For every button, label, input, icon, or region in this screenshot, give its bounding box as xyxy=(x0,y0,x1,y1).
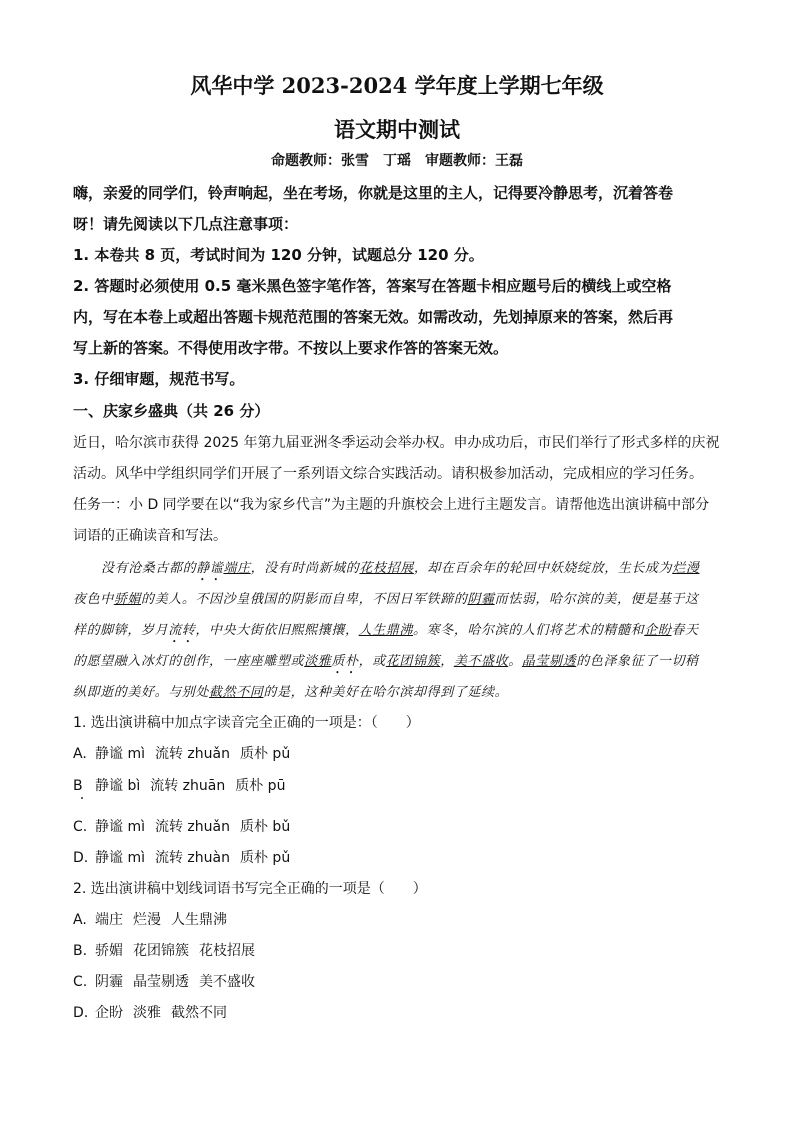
notice-rule-3: 3. 仔细审题，规范书写。 xyxy=(73,370,245,388)
speech-text: 。寒冬，哈尔滨的人们将艺术的精髓和 xyxy=(413,623,645,638)
stray-dot-mark xyxy=(81,797,83,799)
underlined-word-qipan: 企盼 xyxy=(644,623,672,638)
section-heading: 一、庆家乡盛典（共 26 分） xyxy=(73,402,270,420)
speech-text: ，没有时尚新城的 xyxy=(250,561,360,576)
q1-option-c[interactable] xyxy=(73,816,290,836)
underlined-word-meibu: 美不盛收 xyxy=(453,654,509,669)
task1-line-2: 词语的正确读音和写法。 xyxy=(73,528,227,544)
section-intro-2: 活动。风华中学组织同学们开展了一系列语文综合实践活动。请积极参加活动，完成相应的学习任务。 xyxy=(73,466,703,482)
option-item: 晶莹剔透 xyxy=(133,974,189,990)
notice-rule-2c: 写上新的答案。不得使用改字带。不按以上要求作答的答案无效。 xyxy=(73,339,509,357)
option-item: 流转 zhuǎn xyxy=(154,819,230,835)
q1-option-d[interactable] xyxy=(73,847,290,867)
speech-line-4 xyxy=(73,650,699,677)
option-key: A. xyxy=(73,912,87,928)
option-key: C. xyxy=(73,974,88,990)
option-item: 质朴 pǔ xyxy=(239,850,291,866)
underlined-word-jieran: 截然不同 xyxy=(209,685,264,700)
speech-text: 夜色中 xyxy=(73,592,114,607)
option-item: 质朴 pǔ xyxy=(239,746,291,762)
question-2-stem: 2. 选出演讲稿中划线词语书写完全正确的一项是（ ） xyxy=(73,881,427,897)
option-item: 端庄 xyxy=(95,912,123,928)
question-1-stem: 1. 选出演讲稿中加点字读音完全正确的一项是：（ ） xyxy=(73,715,420,731)
option-item: 花枝招展 xyxy=(199,943,255,959)
option-key: C. xyxy=(73,819,88,835)
option-item: 阴霾 xyxy=(95,974,123,990)
q1-option-b[interactable] xyxy=(73,775,285,795)
option-item: 流转 zhuǎn xyxy=(154,746,230,762)
dotted-word-zhipu: 质朴 xyxy=(331,654,359,669)
q1-option-a[interactable] xyxy=(73,743,290,763)
option-key: D. xyxy=(73,1005,89,1021)
dotted-word-liuzhuan: 流转 xyxy=(168,623,196,638)
q2-option-c[interactable] xyxy=(73,971,255,991)
underlined-word-jingying: 晶莹剔透 xyxy=(521,654,577,669)
notice-rule-1: 1. 本卷共 8 页，考试时间为 120 分钟，试题总分 120 分。 xyxy=(73,246,484,264)
speech-text: 纵即逝的美好。与别处 xyxy=(73,685,210,700)
speech-text: ，中央大街依旧熙熙攘攘， xyxy=(195,623,359,638)
option-item: 静谧 mì xyxy=(95,850,145,866)
speech-text: 没有沧桑古都的 xyxy=(101,561,197,576)
notice-intro-2: 呀！请先阅读以下几点注意事项： xyxy=(73,215,299,233)
notice-rule-2a: 2. 答题时必须使用 0.5 毫米黑色签字笔作答，答案写在答题卡相应题号后的横线上或空格 xyxy=(73,277,672,295)
speech-line-5 xyxy=(73,681,508,700)
option-item: 截然不同 xyxy=(171,1005,227,1021)
task1-line-1: 任务一：小 D 同学要在以“我为家乡代言”为主题的升旗校会上进行主题发言。请帮他选出演讲稿中部分 xyxy=(73,497,710,513)
option-key: B xyxy=(73,778,83,794)
speech-text: 样的脚锛，岁月 xyxy=(73,623,169,638)
teacher-credits: 命题教师：张雪 丁瑶 审题教师：王磊 xyxy=(271,153,523,169)
option-item: 静谧 bì xyxy=(95,778,141,794)
notice-intro-1: 嗨，亲爱的同学们，铃声响起，坐在考场，你就是这里的主人，记得要冷静思考，沉着答卷 xyxy=(73,184,674,202)
underlined-word-duanzhuang: 端庄 xyxy=(223,561,251,576)
speech-text: ，或 xyxy=(358,654,386,669)
q2-option-b[interactable] xyxy=(73,940,255,960)
speech-text: 的色泽象征了一切稍 xyxy=(576,654,699,669)
option-key: D. xyxy=(73,850,89,866)
q2-option-d[interactable] xyxy=(73,1002,227,1022)
option-item: 花团锦簇 xyxy=(133,943,189,959)
speech-line-1 xyxy=(101,557,699,584)
section-intro-1: 近日，哈尔滨市获得 2025 年第九届亚洲冬季运动会举办权。申办成功后，市民们举行了形式多样的庆祝 xyxy=(73,435,720,451)
option-item: 美不盛收 xyxy=(199,974,255,990)
option-item: 企盼 xyxy=(95,1005,123,1021)
option-item: 烂漫 xyxy=(133,912,161,928)
speech-text: 的愿望融入冰灯的创作，一座座雕塑或 xyxy=(73,654,305,669)
exam-title-line1: 风华中学 2023-2024 学年度上学期七年级 xyxy=(190,73,604,98)
option-key: A. xyxy=(73,746,87,762)
notice-rule-2b: 内，写在本卷上或超出答题卡规范范围的答案无效。如需改动，先划掉原来的答案，然后再 xyxy=(73,308,674,326)
underlined-word-huatuan: 花团锦簇 xyxy=(385,654,441,669)
option-item: 流转 zhuàn xyxy=(154,850,230,866)
speech-line-2 xyxy=(73,588,699,607)
dotted-word-jingmi: 静谧 xyxy=(196,561,224,576)
option-key: B. xyxy=(73,943,88,959)
option-item: 人生鼎沸 xyxy=(171,912,227,928)
option-item: 质朴 pū xyxy=(235,778,286,794)
underlined-word-rensheng: 人生鼎沸 xyxy=(358,623,414,638)
exam-title-line2: 语文期中测试 xyxy=(334,117,460,142)
speech-text: 。 xyxy=(508,654,522,669)
q2-option-a[interactable] xyxy=(73,909,227,929)
underlined-word-huazhi: 花枝招展 xyxy=(359,561,414,576)
underlined-word-yinmai: 阴霾 xyxy=(467,592,495,607)
option-item: 流转 zhuān xyxy=(150,778,226,794)
speech-text: 的是，这种美好在哈尔滨却得到了延续。 xyxy=(263,685,509,700)
underlined-word-lanman: 烂漫 xyxy=(672,561,700,576)
underlined-word-jiaomei: 骄媚 xyxy=(113,592,142,607)
option-item: 静谧 mì xyxy=(95,819,145,835)
speech-text: 而怯弱，哈尔滨的美，便是基于这 xyxy=(494,592,699,607)
speech-text: 的美人。不因沙皇俄国的阴影而自卑，不因日军铁蹄的 xyxy=(141,592,468,607)
option-item: 质朴 bǔ xyxy=(239,819,291,835)
speech-text: 春天 xyxy=(671,623,699,638)
option-item: 骄媚 xyxy=(95,943,123,959)
option-item: 淡雅 xyxy=(133,1005,161,1021)
option-item: 静谧 mì xyxy=(95,746,145,762)
speech-text: ，却在百余年的轮回中妖娆绽放，生长成为 xyxy=(413,561,673,576)
speech-line-3 xyxy=(73,619,699,646)
underlined-word-danya: 淡雅 xyxy=(304,654,332,669)
speech-text: ， xyxy=(440,654,454,669)
